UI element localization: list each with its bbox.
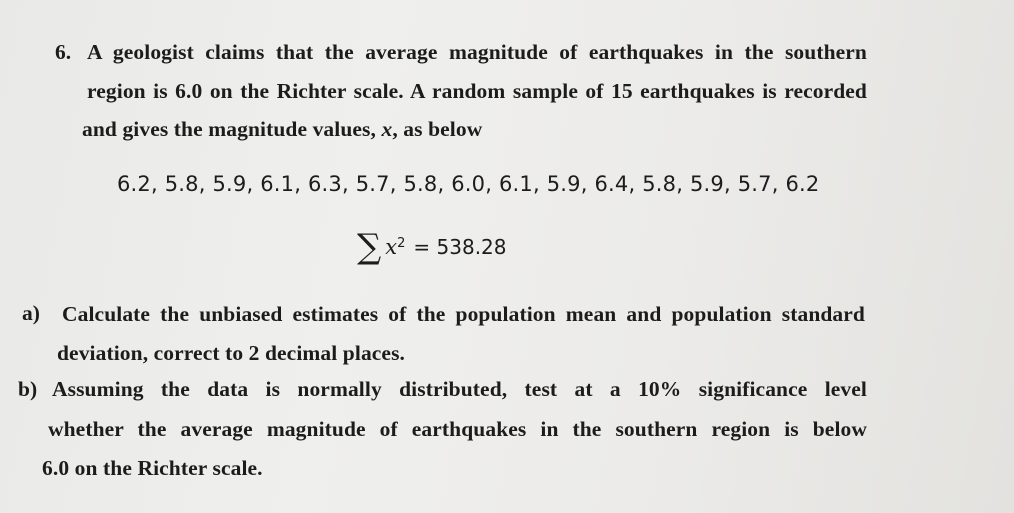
part-b-label: b) — [18, 377, 38, 401]
summation-value: = 538.28 — [413, 235, 507, 259]
summation-exponent: 2 — [397, 236, 406, 251]
part-a-line-1: Calculate the unbiased estimates of the population mean and population standard — [62, 302, 865, 326]
part-b-line-2: whether the average magnitude of earthquakes in the southern region is below — [48, 417, 867, 441]
question-text-line-3: and gives the magnitude values, x, as below — [82, 117, 483, 141]
variable-x: x — [381, 117, 393, 141]
question-text-line-1: A geologist claims that the average magnitude of earthquakes in the southern — [87, 40, 867, 64]
summation-variable: x — [385, 235, 398, 259]
summation-formula — [357, 227, 507, 267]
part-b-line-1: Assuming the data is normally distributed, test at a 10% significance level — [52, 377, 867, 401]
data-values: 6.2, 5.8, 5.9, 6.1, 6.3, 5.7, 5.8, 6.0, 6.1, 5.9, 6.4, 5.8, 5.9, 5.7, 6.2 — [117, 172, 820, 196]
part-a-label: a) — [22, 301, 40, 325]
question-number: 6. — [55, 40, 72, 64]
part-a-line-2: deviation, correct to 2 decimal places. — [57, 341, 406, 365]
sigma-symbol: ∑ — [357, 227, 382, 267]
question-text-line-2: region is 6.0 on the Richter scale. A random sample of 15 earthquakes is recorded — [87, 79, 867, 103]
part-b-line-3: 6.0 on the Richter scale. — [42, 456, 263, 480]
